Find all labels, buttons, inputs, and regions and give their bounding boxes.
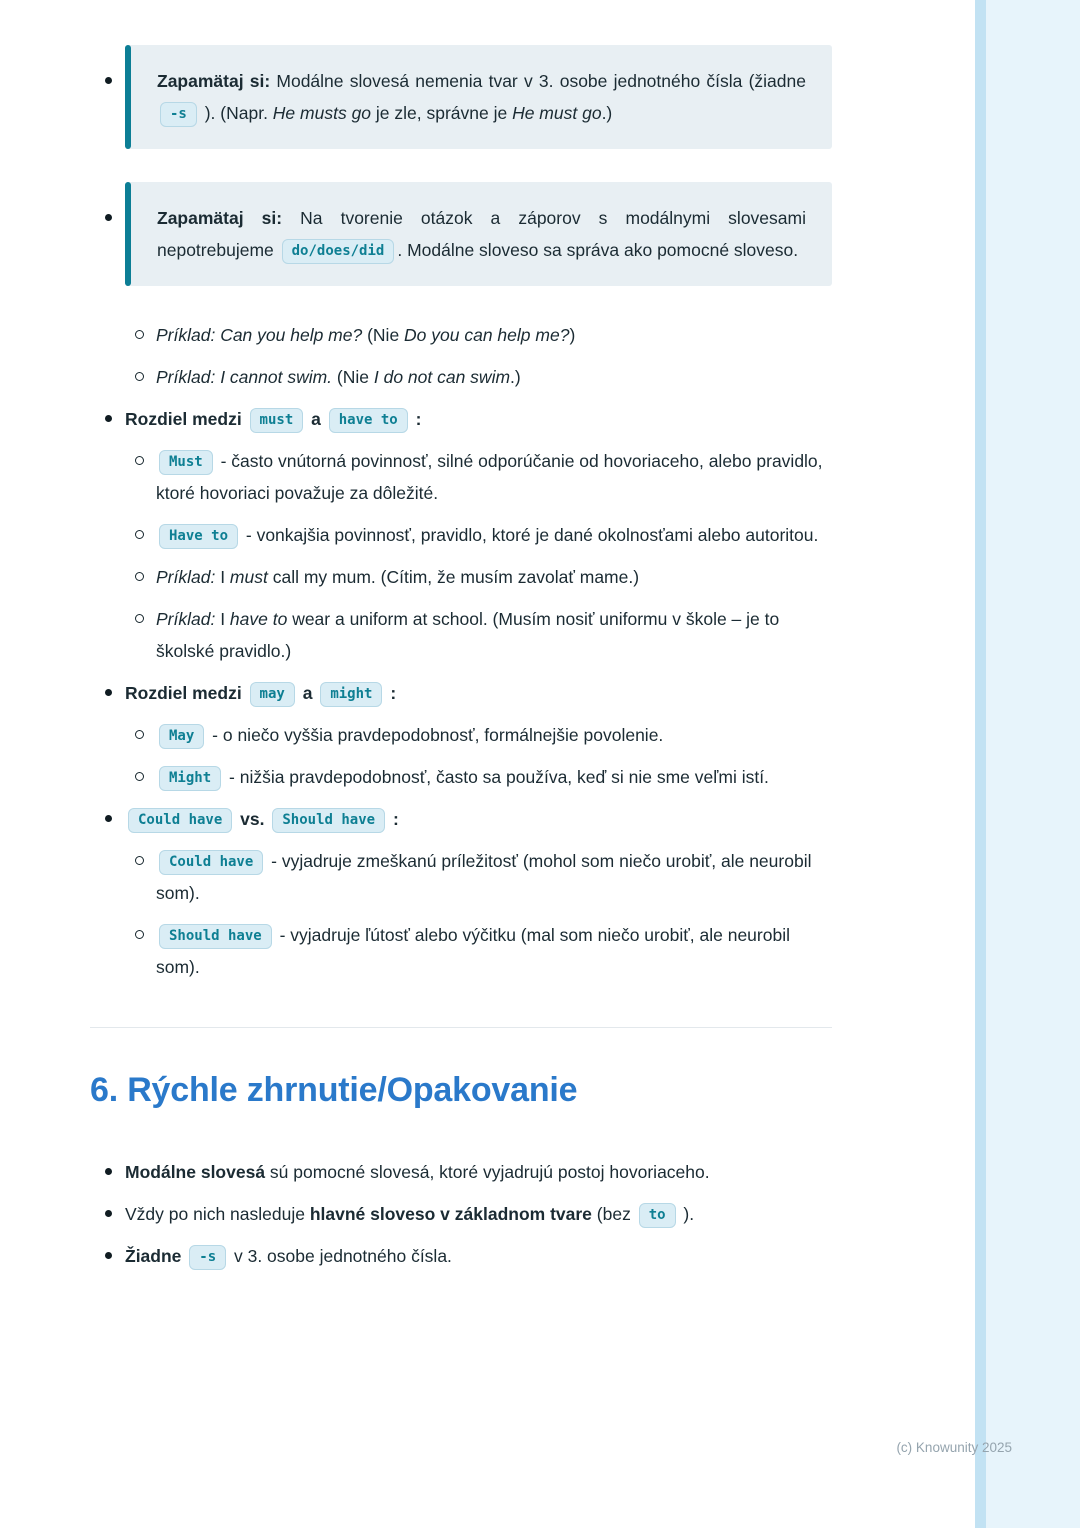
inline-code-badge: Should have: [272, 808, 385, 833]
sub-list-item: [90, 845, 832, 909]
list-item-must-vs-haveto: [90, 403, 832, 435]
list-item-text: Should have - vyjadruje ľútosť alebo výčitku (mal som niečo urobiť, ale neurobil som).: [156, 925, 790, 977]
inline-code-badge: May: [159, 724, 204, 749]
sub-list-item: [90, 719, 832, 751]
bullet-icon: [105, 415, 112, 422]
sub-list-item: [90, 761, 832, 793]
bullet-icon: [105, 214, 112, 221]
inline-code-badge: Could have: [159, 850, 263, 875]
example-list-item: [90, 319, 832, 351]
bullet-icon: [105, 1210, 112, 1217]
inline-code-badge: Should have: [159, 924, 272, 949]
inline-code-badge: -s: [189, 1245, 226, 1270]
list-item-text: Have to - vonkajšia povinnosť, pravidlo, ktoré je dané okolnosťami alebo autoritou.: [156, 519, 832, 551]
inline-code-badge: do/does/did: [282, 239, 395, 264]
list-item-text: Príklad: I cannot swim. (Nie I do not can swim.): [156, 367, 521, 387]
inline-code-badge: Might: [159, 766, 221, 791]
circle-bullet-icon: [135, 330, 144, 339]
list-item-text: Modálne slovesá sú pomocné slovesá, ktoré vyjadrujú postoj hovoriaceho.: [125, 1162, 710, 1182]
bullet-icon: [105, 689, 112, 696]
list-item-text: Rozdiel medzi may a might :: [125, 677, 832, 709]
inline-code-badge: Have to: [159, 524, 238, 549]
summary-list-item: [90, 1156, 832, 1188]
bullet-icon: [105, 77, 112, 84]
inline-code-badge: must: [250, 408, 304, 433]
inline-code-badge: -s: [160, 102, 197, 127]
list-item-text: Could have - vyjadruje zmeškanú príležitosť (mohol som niečo urobiť, ale neurobil som).: [156, 851, 812, 903]
circle-bullet-icon: [135, 772, 144, 781]
list-item-text: Vždy po nich nasleduje hlavné sloveso v základnom tvare (bez to ).: [125, 1198, 832, 1230]
callout-list-item-1: [90, 45, 832, 149]
document-content: [90, 45, 832, 1282]
inline-code-badge: have to: [329, 408, 408, 433]
circle-bullet-icon: [135, 930, 144, 939]
list-item-text: Príklad: I have to wear a uniform at school. (Musím nosiť uniformu v škole – je to školské pravidlo.): [156, 609, 780, 661]
circle-bullet-icon: [135, 856, 144, 865]
callout-list-item-2: [90, 182, 832, 286]
bullet-icon: [105, 1252, 112, 1259]
list-item-text: Príklad: I must call my mum. (Cítim, že musím zavolať mame.): [156, 567, 640, 587]
list-item-text: May - o niečo vyššia pravdepodobnosť, formálnejšie povolenie.: [156, 719, 832, 751]
sub-list-item: [90, 919, 832, 983]
inline-code-badge: to: [639, 1203, 676, 1228]
circle-bullet-icon: [135, 530, 144, 539]
list-item-text: Príklad: Can you help me? (Nie Do you can help me?): [156, 325, 576, 345]
sub-list-item: [90, 445, 832, 509]
circle-bullet-icon: [135, 614, 144, 623]
callout-text: Zapamätaj si: Na tvorenie otázok a záporov s modálnymi slovesami nepotrebujeme do/does/did . Modálne sloveso sa správa ako pomocné sloveso.: [157, 202, 806, 266]
list-item-couldhave-vs-shouldhave: [90, 803, 832, 835]
circle-bullet-icon: [135, 372, 144, 381]
circle-bullet-icon: [135, 456, 144, 465]
sub-list-item: [90, 519, 832, 551]
summary-list-item: [90, 1240, 832, 1272]
summary-list-item: [90, 1198, 832, 1230]
bullet-icon: [105, 815, 112, 822]
circle-bullet-icon: [135, 730, 144, 739]
example-list-item: [90, 361, 832, 393]
bullet-icon: [105, 1168, 112, 1175]
inline-code-badge: may: [250, 682, 295, 707]
sub-list-item: [90, 561, 832, 593]
list-item-text: Could have vs. Should have :: [125, 803, 832, 835]
callout-text: Zapamätaj si: Modálne slovesá nemenia tvar v 3. osobe jednotného čísla (žiadne -s ). (Napr. He musts go je zle, správne je He must go.): [157, 65, 806, 129]
inline-code-badge: Could have: [128, 808, 232, 833]
list-item-text: Must - často vnútorná povinnosť, silné odporúčanie od hovoriaceho, alebo pravidlo, ktoré hovoriaci považuje za dôležité.: [156, 451, 823, 503]
section-heading: 6. Rýchle zhrnutie/Opakovanie: [90, 1071, 578, 1109]
page-edge-strip: [975, 0, 1080, 1528]
section-divider: [90, 1027, 832, 1028]
circle-bullet-icon: [135, 572, 144, 581]
sub-list-item: [90, 603, 832, 667]
list-item-text: Žiadne -s v 3. osobe jednotného čísla.: [125, 1240, 832, 1272]
watermark-text: (c) Knowunity 2025: [896, 1440, 1012, 1455]
inline-code-badge: Must: [159, 450, 213, 475]
note-callout-2: [125, 182, 832, 286]
inline-code-badge: might: [320, 682, 382, 707]
note-callout-1: [125, 45, 832, 149]
list-item-text: Rozdiel medzi must a have to :: [125, 403, 832, 435]
list-item-may-vs-might: [90, 677, 832, 709]
list-item-text: Might - nižšia pravdepodobnosť, často sa používa, keď si nie sme veľmi istí.: [156, 761, 832, 793]
page-edge-strip-border: [975, 0, 986, 1528]
